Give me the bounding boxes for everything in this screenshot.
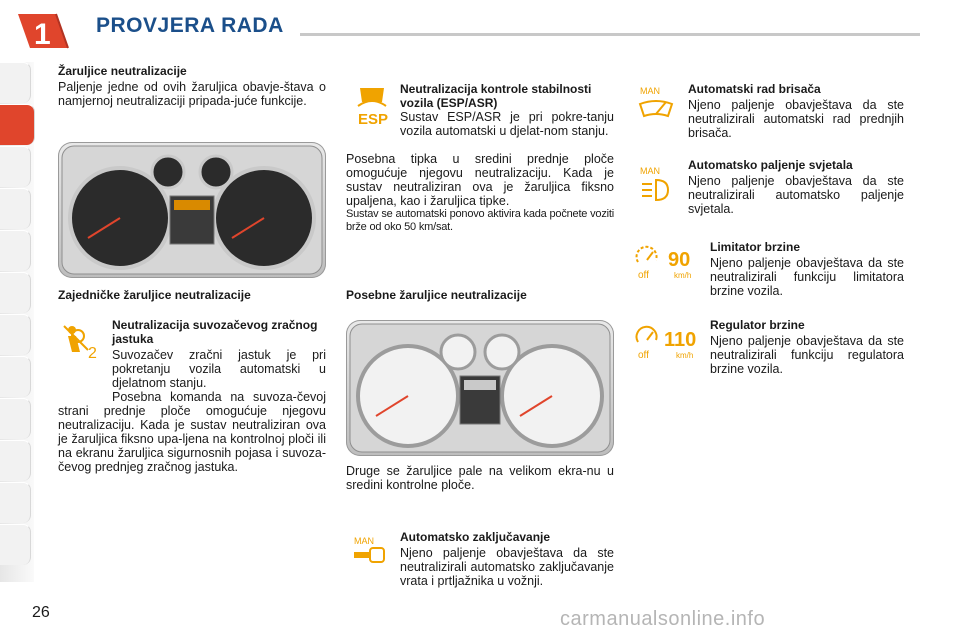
esp-icon: [352, 84, 392, 128]
chapter-tab[interactable]: [0, 356, 31, 397]
page-title: PROVJERA RADA: [96, 14, 284, 37]
section-text: Suvozačev zračni jastuk je pri pokretanju vozila automatski u djelatnom stanju.: [112, 348, 326, 390]
svg-text:off: off: [638, 350, 649, 361]
section-heading: Automatsko zaključavanje: [400, 530, 551, 544]
chapter-tab[interactable]: [0, 272, 31, 313]
section-heading: Regulator brzine: [710, 318, 805, 332]
section-text: Druge se žaruljice pale na velikom ekra-nu u sredini kontrolne ploče.: [346, 464, 614, 492]
chapter-tab[interactable]: [0, 62, 31, 103]
svg-text:km/h: km/h: [674, 271, 692, 280]
section-heading: Limitator brzine: [710, 240, 801, 254]
section-note: Sustav se automatski ponovo aktivira kada počnete voziti brže od oko 50 km/sat.: [346, 208, 614, 233]
section-text: Njeno paljenje obavještava da ste neutralizirali funkciju regulatora brzine vozila.: [710, 334, 904, 376]
auto-lock-icon: [352, 534, 388, 570]
section-text: Posebna tipka u sredini prednje ploče omogućuje njegovu neutralizaciju. Kada je sustav neutraliziran ova je žaruljica fiksno upaljena, kao i žaruljica tipke.: [346, 152, 614, 208]
section-text: Njeno paljenje obavještava da ste neutralizirali automatsko paljenje svjetala.: [688, 174, 904, 216]
svg-text:MAN: MAN: [354, 536, 374, 546]
section-heading: Automatsko paljenje svjetala: [688, 158, 853, 172]
caption-specific: Posebne žaruljice neutralizacije: [346, 288, 527, 302]
section-heading: Automatski rad brisača: [688, 82, 821, 96]
instrument-cluster-image: [58, 142, 326, 278]
wiper-off-icon: [636, 84, 676, 124]
caption-common: Zajedničke žaruljice neutralizacije: [58, 288, 251, 302]
page-number: 26: [32, 604, 50, 621]
airbag-off-icon: [62, 322, 102, 362]
svg-text:MAN: MAN: [640, 166, 660, 176]
chapter-tabs: [0, 62, 34, 582]
cruise-control-off-icon: [634, 322, 706, 362]
chapter-tab[interactable]: [0, 314, 31, 355]
chapter-number: 1: [34, 18, 51, 51]
svg-text:off: off: [638, 270, 649, 281]
section-text: Njeno paljenje obavještava da ste neutralizirali automatsko zaključavanje vrata i prtljažnika u vožnji.: [400, 546, 614, 588]
speed-limiter-off-icon: [634, 242, 704, 282]
chapter-badge: [12, 8, 70, 54]
chapter-tab-active[interactable]: [0, 104, 35, 145]
header-rule: [300, 33, 920, 36]
svg-text:90: 90: [668, 249, 691, 271]
section-text: Njeno paljenje obavještava da ste neutralizirali funkciju limitatora brzine vozila.: [710, 256, 904, 298]
instrument-cluster-image: [346, 320, 614, 456]
watermark: carmanualsonline.info: [560, 608, 766, 630]
chapter-tab[interactable]: [0, 146, 31, 187]
section-text: Posebna komanda na suvoza-čevoj strani prednje ploče omogućuje njegovu neutralizaciju. Kada je sustav neutraliziran ova je žaruljica fiksno upa-ljena na kontrolnoj ploči ili na ekranu žaruljica sigurnosnih pojasa i suvoza-čevog prednjeg zračnog jastuka.: [58, 390, 326, 474]
chapter-tab[interactable]: [0, 482, 31, 523]
section-text: Sustav ESP/ASR je pri pokre-tanju vozila automatski u djelat-nom stanju.: [400, 110, 614, 138]
svg-text:ESP: ESP: [358, 111, 389, 128]
section-heading: Neutralizacija suvozačevog zračnog jastuka: [112, 318, 318, 346]
chapter-tab[interactable]: [0, 440, 31, 481]
svg-text:km/h: km/h: [676, 351, 694, 360]
chapter-tab[interactable]: [0, 230, 31, 271]
chapter-tab[interactable]: [0, 398, 31, 439]
section-heading: Žaruljice neutralizacije: [58, 64, 187, 78]
section-heading: Neutralizacija kontrole stabilnosti vozila (ESP/ASR): [400, 82, 592, 110]
svg-text:MAN: MAN: [640, 86, 660, 96]
chapter-tab[interactable]: [0, 188, 31, 229]
section-text: Paljenje jedne od ovih žaruljica obavje-štava o namjernoj neutralizaciji pripada-juće funkcije.: [58, 80, 326, 108]
auto-lights-off-icon: [636, 164, 676, 204]
svg-text:110: 110: [664, 329, 697, 351]
chapter-tab[interactable]: [0, 524, 31, 565]
section-text: Njeno paljenje obavještava da ste neutralizirali automatski rad prednjih brisača.: [688, 98, 904, 140]
svg-text:2: 2: [88, 345, 97, 362]
